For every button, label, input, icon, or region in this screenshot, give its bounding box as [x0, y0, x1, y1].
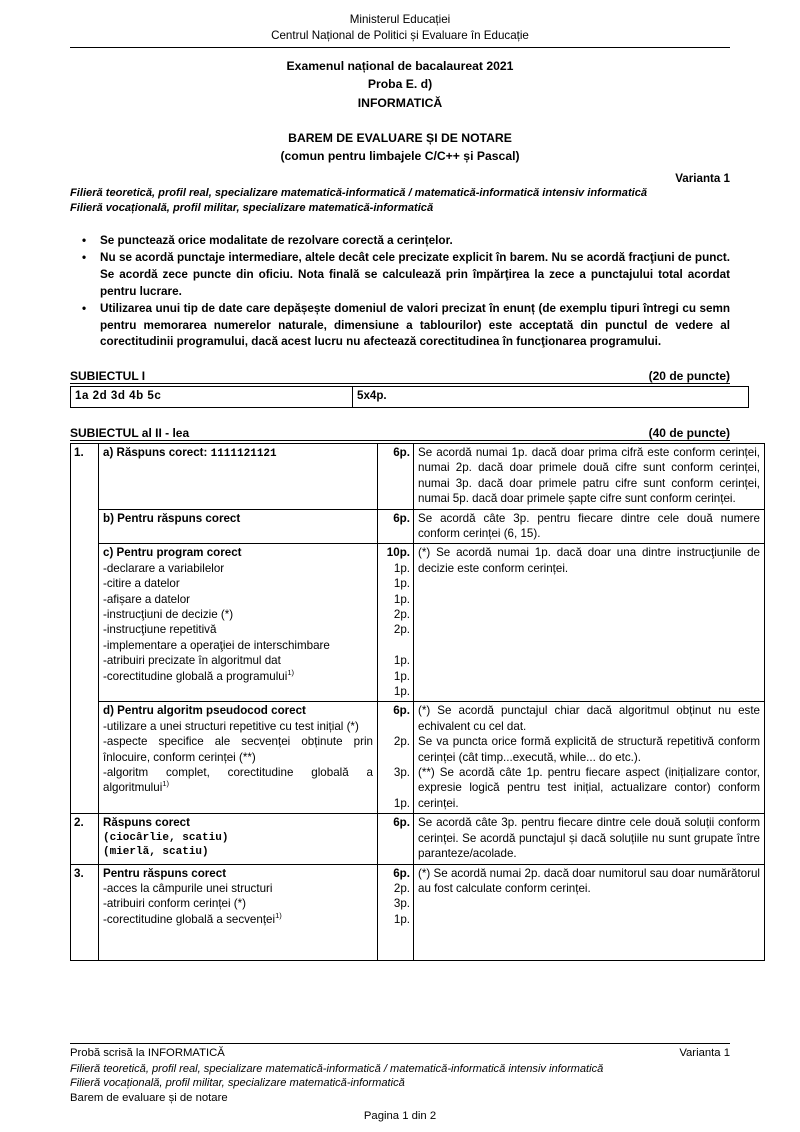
- criterion-subitem: -citire a datelor: [103, 577, 180, 591]
- footer-left-label: Probă scrisă la INFORMATICĂ: [70, 1046, 225, 1059]
- table-row: [71, 386, 749, 407]
- footer-barem-label: Barem de evaluare și de notare: [70, 1092, 228, 1105]
- points-value: 2p.: [393, 608, 410, 621]
- points-value: 1p.: [393, 654, 410, 668]
- criterion-subitem: -atribuiri conform cerinței (*): [103, 897, 247, 911]
- subiect1-points: (20 de puncte): [648, 368, 730, 383]
- criterion-subitem: [103, 765, 373, 796]
- row-number: 1.: [71, 443, 99, 813]
- points-value: 1p.: [393, 685, 410, 699]
- criterion-subitem: -afișare a datelor: [103, 592, 190, 606]
- instructions-block: [70, 233, 730, 351]
- bullet-icon: •: [82, 233, 87, 247]
- subiect2-heading: [70, 426, 730, 441]
- center-line: Centrul Național de Politici și Evaluare în Educație: [271, 29, 529, 43]
- points-value: 6p.: [393, 704, 410, 718]
- points-cell: [378, 443, 414, 509]
- criterion-subitem: -instrucţiune repetitivă: [103, 623, 217, 637]
- exam-title-block: [70, 57, 730, 112]
- points-value: 2p.: [393, 881, 410, 895]
- subiect1-table: [70, 386, 749, 408]
- criterion-subitem: [103, 669, 373, 684]
- points-value: 10p.: [386, 546, 410, 560]
- points-value: 2p.: [393, 623, 410, 637]
- explanation-part: Se va puncta orice formă explicită de structură repetitivă conform cerinței (cât timp...execută, while... do etc.).: [418, 735, 760, 764]
- criterion-subitem: -instrucţiuni de decizie (*): [103, 608, 234, 621]
- footnote-marker: 1): [287, 667, 295, 677]
- table-row: [71, 509, 765, 544]
- points-value: 1p.: [393, 669, 410, 683]
- criterion-subitem-text: [103, 765, 373, 796]
- points-value: 6p.: [393, 445, 410, 459]
- subiect1-answers: 1a 2d 3d 4b 5c: [71, 386, 353, 407]
- explanation-cell: (*) Se acordă numai 2p. dacă doar numitorul sau doar numărătorul au fost calculate conform cerinței.: [414, 864, 765, 960]
- subiect1-scoring: 5x4p.: [353, 386, 749, 407]
- footer-varianta: Varianta 1: [679, 1046, 730, 1059]
- points-value: 1p.: [393, 561, 410, 575]
- barem-title: BAREM DE EVALUARE ȘI DE NOTARE: [288, 130, 512, 145]
- explanation-cell: Se acordă câte 3p. pentru fiecare dintre cele două numere conform cerinței (6, 15).: [414, 509, 765, 544]
- instruction-item-2: [70, 250, 730, 300]
- criterion-cell: [99, 864, 378, 960]
- bullet-icon: •: [82, 251, 87, 265]
- instruction-text-2: Nu se acordă punctaje intermediare, altele decât cele precizate explicit în barem. Nu se acordă fracţiuni de punct. Se acordă zece puncte din oficiu. Nota finală se calculează prin împărţirea la zece a punctajului total acordat pentru lucrare.: [100, 251, 730, 298]
- page-footer: [70, 1043, 730, 1122]
- criterion-subitem: [103, 734, 373, 765]
- filiera-line-1: Filieră teoretică, profil real, specializare matematică-informatică / matematică-informatică intensiv informatică: [70, 187, 648, 200]
- ministry-line: Ministerul Educației: [349, 13, 451, 26]
- criterion-heading: d) Pentru algoritm pseudocod corect: [103, 704, 306, 718]
- table-row: [71, 864, 765, 960]
- answer-line: (mierlă, scatiu): [103, 846, 209, 859]
- criterion-subitem-label: -algoritm complet, corectitudine globală a algoritmului: [103, 766, 373, 795]
- subiect1-title: SUBIECTUL I: [70, 368, 146, 383]
- criterion-cell: [99, 544, 378, 702]
- explanation-cell: Se acordă câte 3p. pentru fiecare dintre cele două soluții conform cerinței. Se acordă punctajul și dacă soluțiile nu sunt grupate între paranteze/acolade.: [414, 814, 765, 864]
- points-value: 1p.: [393, 592, 410, 606]
- table-row: [71, 544, 765, 702]
- criterion-heading: b) Pentru răspuns corect: [103, 511, 241, 525]
- points-value: 2p.: [393, 735, 410, 749]
- criterion-cell: [99, 814, 378, 864]
- table-row: [71, 443, 765, 509]
- varianta-label: Varianta 1: [675, 172, 730, 186]
- row-number: 2.: [71, 814, 99, 864]
- points-value: 1p.: [393, 912, 410, 926]
- criterion-subitem: -acces la câmpurile unei structuri: [103, 881, 273, 895]
- criterion-cell: [99, 702, 378, 814]
- criterion-subitem: -atribuiri precizate în algoritmul dat: [103, 654, 281, 668]
- criterion-subitem-text: -utilizare a unei structuri repetitive cu test inițial (*): [103, 719, 359, 733]
- criterion-cell: [99, 509, 378, 544]
- criterion-subitem: [103, 638, 373, 653]
- points-value: 6p.: [393, 816, 410, 830]
- instruction-text-3: Utilizarea unui tip de date care depășește domeniul de valori precizat în enunț (de exemplu tipuri întregi cu semn pentru memorarea numerelor naturale, dimensiune a tablourilor) este acceptată din punctul de vedere al corectitudinii programului, dacă acest lucru nu afectează corectitudinea în funcţionarea programului.: [100, 302, 730, 349]
- points-value: 1p.: [393, 577, 410, 591]
- points-value: 3p.: [393, 897, 410, 911]
- institution-header: [70, 0, 730, 45]
- points-value: 6p.: [393, 866, 410, 880]
- table-row: [71, 814, 765, 864]
- criterion-subitem-text: -corectitudine globală a secvenței: [103, 912, 276, 926]
- criterion-subitem: -declarare a variabilelor: [103, 561, 225, 575]
- answer-line: (ciocârlie, scatiu): [103, 831, 229, 844]
- answer-value: 1111121121: [210, 447, 277, 460]
- exam-title: Examenul național de bacalaureat 2021: [286, 58, 514, 73]
- points-cell: [378, 509, 414, 544]
- criterion-subitem: [103, 719, 373, 734]
- footer-filiera-2: Filieră vocațională, profil militar, specializare matematică-informatică: [70, 1077, 405, 1090]
- points-value: 6p.: [393, 511, 410, 525]
- explanation-cell: (*) Se acordă numai 1p. dacă doar una dintre instrucţiunile de decizie este conform cerinței.: [414, 544, 765, 702]
- exam-subject: INFORMATICĂ: [357, 95, 443, 110]
- subiect2-points: (40 de puncte): [648, 425, 730, 440]
- criterion-heading: a) Răspuns corect:: [103, 445, 208, 459]
- criterion-subitem-text: -implementare a operaţiei de interschimbare: [103, 638, 330, 652]
- footnote-marker: 1): [162, 779, 170, 789]
- footer-top-row: [70, 1046, 730, 1062]
- points-cell: [378, 814, 414, 864]
- points-value: 3p.: [393, 766, 410, 780]
- instruction-text-1: Se punctează orice modalitate de rezolvare corectă a cerințelor.: [100, 233, 453, 247]
- criterion-heading: c) Pentru program corect: [103, 546, 242, 560]
- footer-divider: [70, 1043, 730, 1044]
- page-number: Pagina 1 din 2: [363, 1110, 437, 1122]
- points-value: 1p.: [393, 796, 410, 810]
- criterion-subitem-text: -aspecte specifice ale secvenței obținute prin înlocuire, conform cerinței (**): [103, 735, 373, 764]
- criterion-heading: Pentru răspuns corect: [103, 866, 227, 880]
- barem-title-block: [70, 129, 730, 166]
- explanation-part: (**) Se acordă câte 1p. pentru fiecare aspect (inițializare contor, expresie logică pentru test inițial, actualizare contor) conform cerinței.: [418, 766, 760, 810]
- criterion-heading: Răspuns corect: [103, 816, 190, 830]
- row-number: 3.: [71, 864, 99, 960]
- explanation-cell: Se acordă numai 1p. dacă doar prima cifră este conform cerinței, numai 2p. dacă doar primele două cifre sunt conform cerinței, numai 3p. dacă doar primele patru cifre sunt conform cerinței, numai 5p. dacă doar primele șapte cifre sunt conform cerinței.: [414, 443, 765, 509]
- points-cell: [378, 544, 414, 702]
- footnote-marker: 1): [275, 910, 282, 920]
- filiera-block: [70, 186, 730, 215]
- criterion-subitem: [103, 912, 373, 927]
- instruction-item-3: [70, 301, 730, 351]
- barem-subtitle: (comun pentru limbajele C/C++ și Pascal): [280, 149, 520, 164]
- bullet-icon: •: [82, 302, 87, 316]
- footer-filiera-1: Filieră teoretică, profil real, specializare matematică-informatică / matematică-informatică intensiv informatică: [70, 1062, 604, 1075]
- criterion-subitem-text: -corectitudine globală a programului: [103, 669, 288, 683]
- explanation-cell: [414, 702, 765, 814]
- subiect1-heading: [70, 369, 730, 384]
- points-cell: [378, 702, 414, 814]
- subiect2-table: [70, 443, 765, 961]
- exam-proba: Proba E. d): [367, 77, 433, 92]
- subiect2-title: SUBIECTUL al II - lea: [70, 425, 190, 440]
- explanation-part: (*) Se acordă punctajul chiar dacă algoritmul obținut nu este echivalent cu cel dat.: [418, 704, 760, 733]
- points-cell: [378, 864, 414, 960]
- filiera-line-2: Filieră vocațională, profil militar, specializare matematică-informatică: [70, 202, 434, 215]
- instruction-item-1: [70, 233, 730, 250]
- table-row: [71, 702, 765, 814]
- criterion-cell: [99, 443, 378, 509]
- header-divider: [70, 47, 730, 48]
